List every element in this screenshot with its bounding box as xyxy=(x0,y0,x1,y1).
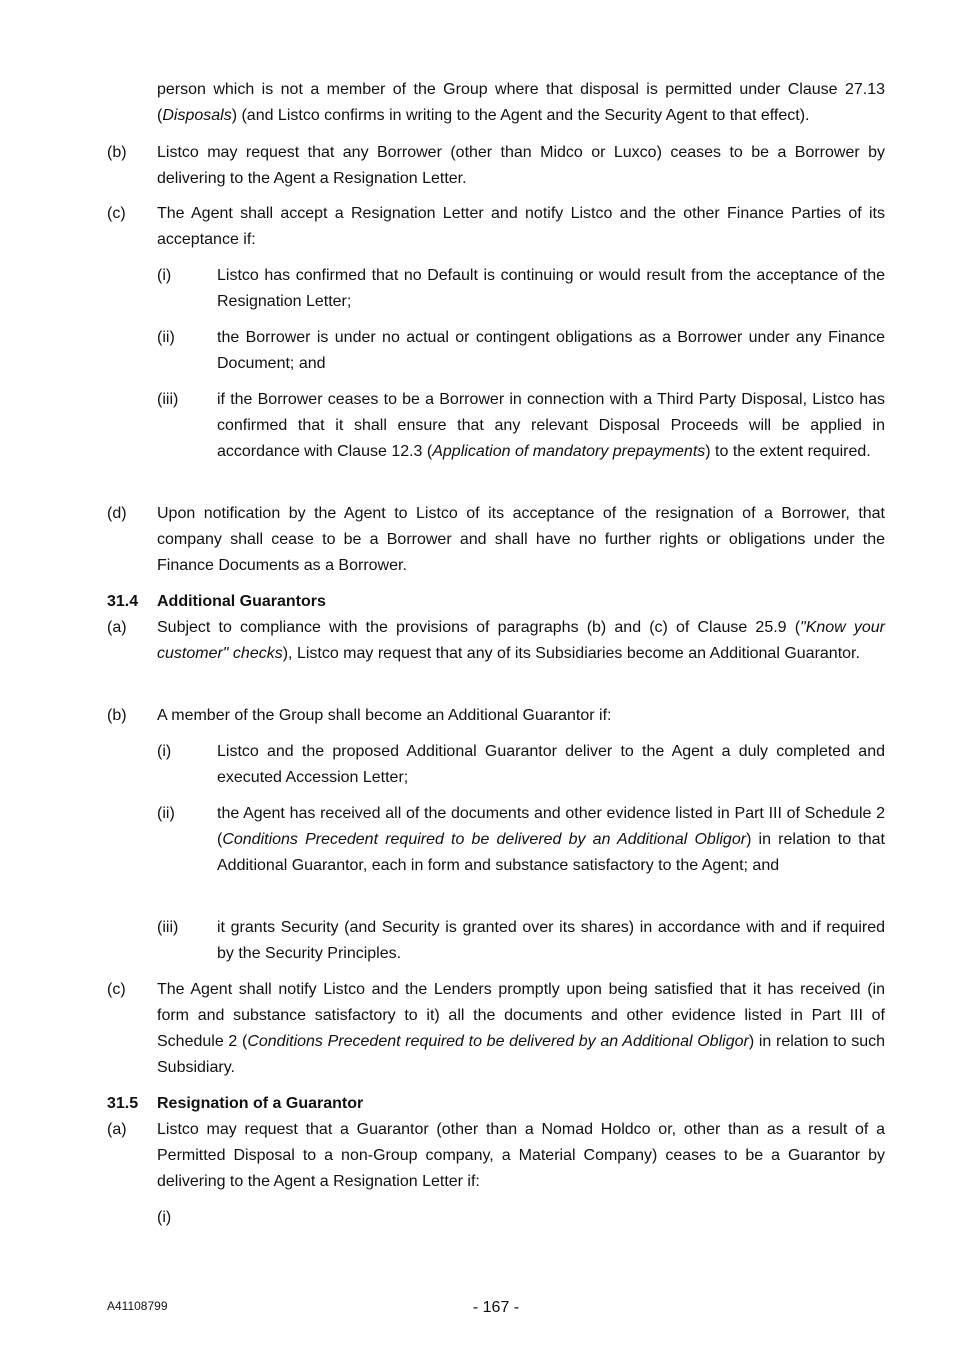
para-c-text: The Agent shall accept a Resignation Letter and notify Listco and the other Finance Parties of its acceptance if: xyxy=(157,205,885,248)
para-b-label: (b) xyxy=(107,144,127,161)
s31-4-c-text-end: ) in relation to such Subsidiary. xyxy=(157,1033,885,1076)
s31-4-a-italic: "Know your customer" checks xyxy=(157,619,885,662)
document-reference: A41108799 xyxy=(107,1299,168,1313)
s31-4-a-text-end: ), Listco may request that any of its Subsidiaries become an Additional Guarantor. xyxy=(282,645,860,662)
s31-4-a-label: (a) xyxy=(107,619,127,636)
para-c-iii-text-end: ) to the extent required. xyxy=(705,443,871,460)
s31-4-b-ii-text xyxy=(217,801,885,879)
s31-4-b-iii-label: (iii) xyxy=(157,919,179,936)
s31-5-a-label: (a) xyxy=(107,1121,127,1138)
para-d-text: Upon notification by the Agent to Listco of its acceptance of the resignation of a Borrower, that company shall cease to be a Borrower and shall have no further rights or obligations under the Finance Documents as a Borrower. xyxy=(157,505,885,574)
page-number: - 167 - xyxy=(472,1299,520,1316)
s31-4-b-iii-text: it grants Security (and Security is granted over its shares) in accordance with and if required by the Security Principles. xyxy=(217,919,885,962)
para-c-iii-text-start: if the Borrower ceases to be a Borrower in connection with a Third Party Disposal, Listco has confirmed that it shall ensure that any relevant Disposal Proceeds will be applied in accordance with Clause 12.3 ( xyxy=(217,391,885,460)
para-b-text: Listco may request that any Borrower (other than Midco or Luxco) ceases to be a Borrower by delivering to the Agent a Resignation Letter. xyxy=(157,144,885,187)
s31-4-c-italic: Conditions Precedent required to be delivered by an Additional Obligor xyxy=(247,1033,749,1050)
s31-4-b-i-text: Listco and the proposed Additional Guarantor deliver to the Agent a duly completed and executed Accession Letter; xyxy=(217,743,885,786)
s31-4-b-ii-label: (ii) xyxy=(157,805,175,822)
s31-4-a-text xyxy=(157,615,885,667)
para-c-iii-italic: Application of mandatory prepayments xyxy=(432,443,706,460)
s31-4-b-text: A member of the Group shall become an Additional Guarantor if: xyxy=(157,707,612,724)
section-31-5-number: 31.5 xyxy=(107,1095,139,1112)
intro-text-end: ) (and Listco confirms in writing to the Agent and the Security Agent to that effect). xyxy=(231,107,810,124)
section-31-4-number: 31.4 xyxy=(107,593,139,610)
para-c-label: (c) xyxy=(107,205,126,222)
s31-4-c-text-start: The Agent shall notify Listco and the Lenders promptly upon being satisfied that it has received (in form and substance satisfactory to it) all the documents and other evidence listed in Part III of Schedule 2 ( xyxy=(157,981,885,1050)
s31-4-c-label: (c) xyxy=(107,981,126,998)
s31-4-b-ii-text-start: the Agent has received all of the documents and other evidence listed in Part III of Schedule 2 ( xyxy=(217,805,885,848)
intro-text: person which is not a member of the Group where that disposal is permitted under Clause 27.13 ( xyxy=(157,81,885,124)
para-c-iii-label: (iii) xyxy=(157,391,179,408)
para-c-i-label: (i) xyxy=(157,267,172,284)
s31-4-b-ii-italic: Conditions Precedent required to be delivered by an Additional Obligor xyxy=(222,831,747,848)
intro-paragraph xyxy=(157,77,885,129)
s31-5-a-i-label: (i) xyxy=(157,1209,172,1226)
s31-4-a-text-start: Subject to compliance with the provisions of paragraphs (b) and (c) of Clause 25.9 ( xyxy=(157,619,801,636)
s31-4-b-i-label: (i) xyxy=(157,743,172,760)
para-c-ii-text: the Borrower is under no actual or contingent obligations as a Borrower under any Finance Document; and xyxy=(217,329,885,372)
s31-4-b-ii-text-end: ) in relation to that Additional Guarantor, each in form and substance satisfactory to the Agent; and xyxy=(217,831,885,874)
para-d-label: (d) xyxy=(107,505,127,522)
s31-5-a-text: Listco may request that a Guarantor (other than a Nomad Holdco or, other than as a result of a Permitted Disposal to a non-Group company, a Material Company) ceases to be a Guarantor by delivering to the Agent a Resignation Letter if: xyxy=(157,1121,885,1190)
section-31-5-title: Resignation of a Guarantor xyxy=(157,1095,364,1112)
section-31-4-title: Additional Guarantors xyxy=(157,593,326,610)
s31-4-b-label: (b) xyxy=(107,707,127,724)
para-c-i-text: Listco has confirmed that no Default is continuing or would result from the acceptance of the Resignation Letter; xyxy=(217,267,885,310)
para-c-iii-text xyxy=(217,387,885,465)
para-c-ii-label: (ii) xyxy=(157,329,175,346)
s31-4-c-text xyxy=(157,977,885,1081)
intro-italic: Disposals xyxy=(162,107,232,124)
